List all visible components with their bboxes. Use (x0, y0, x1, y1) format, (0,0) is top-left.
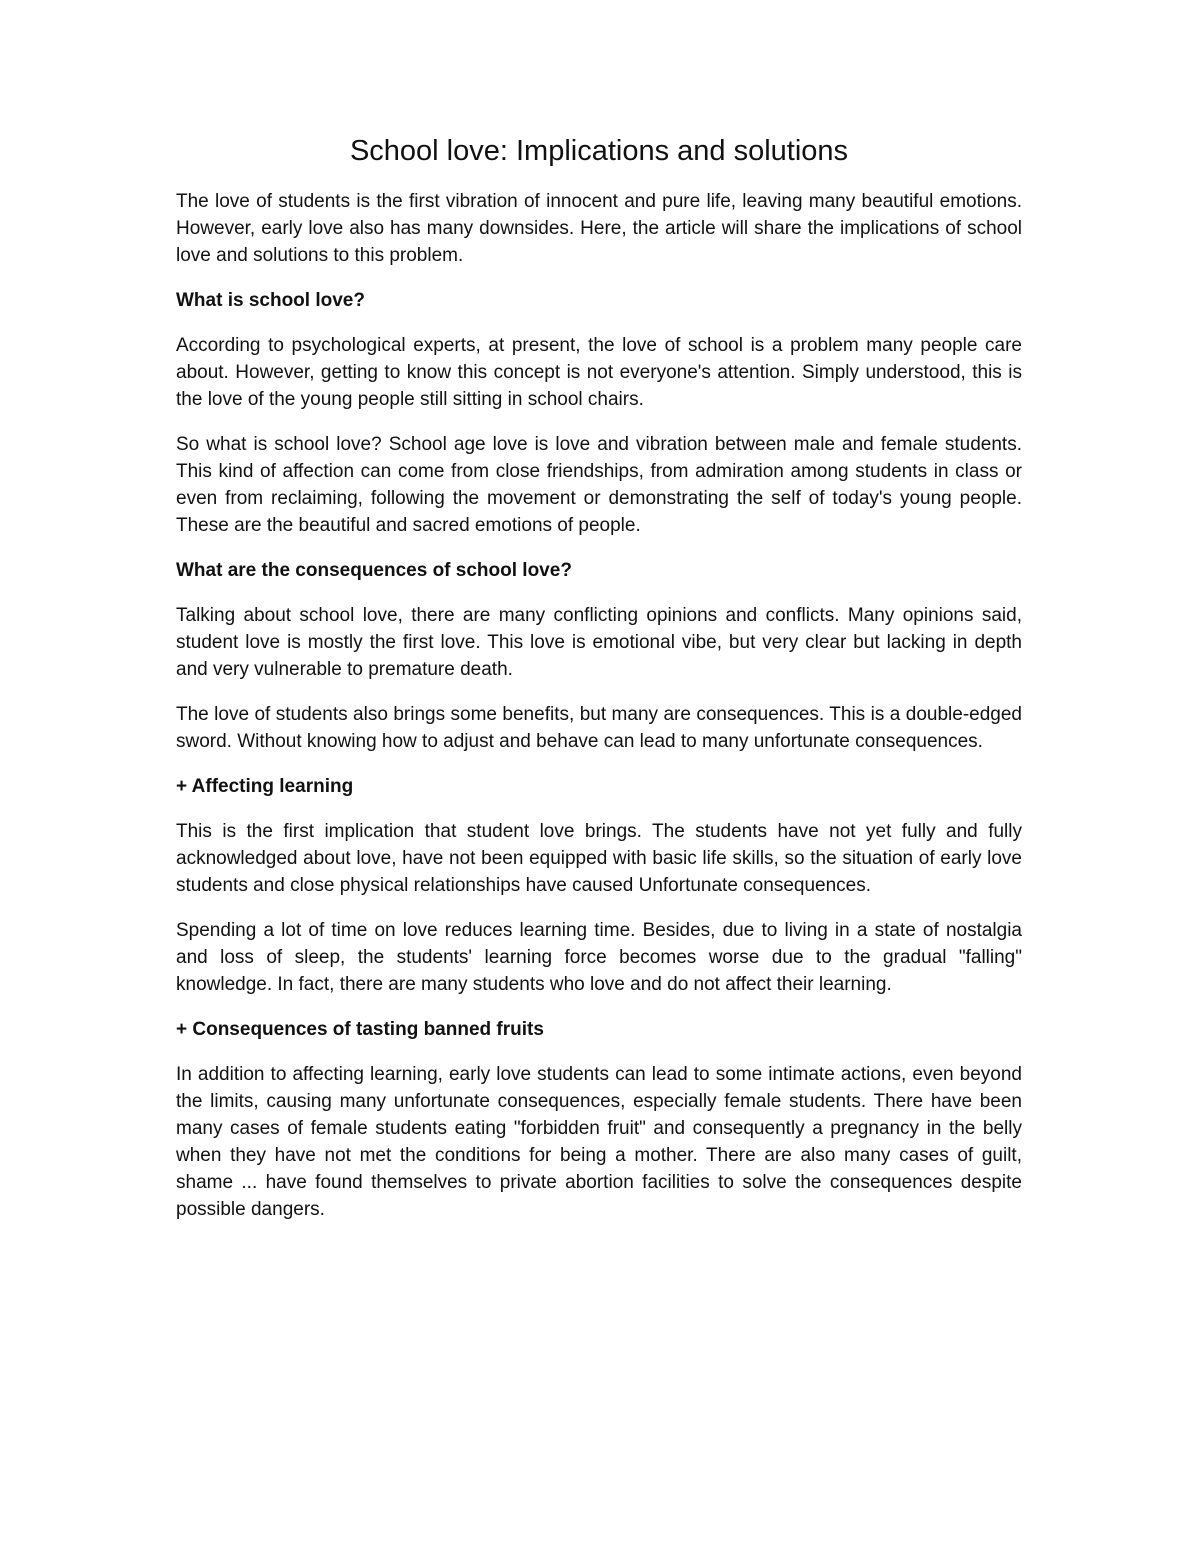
subheading-affecting-learning: + Affecting learning (176, 776, 354, 797)
subheading-banned-fruits: + Consequences of tasting banned fruits (176, 1019, 544, 1040)
document-title: School love: Implications and solutions (349, 135, 849, 167)
paragraph-opinions: Talking about school love, there are many conflicting opinions and conflicts. Many opinions said, student love is mostly the first love. This love is emotional vibe, but very clear but lacking in depth and very vulnerable to premature death. (176, 605, 1022, 680)
paragraph-intimate-actions: In addition to affecting learning, early love students can lead to some intimate actions, even beyond the limits, causing many unfortunate consequences, especially female students. There have been many cases of female students eating "forbidden fruit" and consequently a pregnancy in the belly when they have not met the conditions for being a mother. There are also many cases of guilt, shame ... have found themselves to private abortion facilities to solve the consequences despite possible dangers. (176, 1064, 1022, 1220)
paragraph-learning-time: Spending a lot of time on love reduces learning time. Besides, due to living in a state of nostalgia and loss of sleep, the students' learning force becomes worse due to the gradual "falling" knowledge. In fact, there are many students who love and do not affect their learning. (176, 920, 1022, 995)
paragraph-double-edged: The love of students also brings some benefits, but many are consequences. This is a double-edged sword. Without knowing how to adjust and behave can lead to many unfortunate consequences. (176, 704, 1022, 752)
document-body (176, 132, 1022, 1241)
paragraph-definition: According to psychological experts, at present, the love of school is a problem many people care about. However, getting to know this concept is not everyone's attention. Simply understood, this is the love of the young people still sitting in school chairs. (176, 335, 1022, 410)
section-heading-what-is: What is school love? (176, 290, 365, 311)
paragraph-school-age-love: So what is school love? School age love is love and vibration between male and female students. This kind of affection can come from close friendships, from admiration among students in class or even from reclaiming, following the movement or demonstrating the self of today's young people. These are the beautiful and sacred emotions of people. (176, 434, 1022, 536)
intro-paragraph: The love of students is the first vibration of innocent and pure life, leaving many beautiful emotions. However, early love also has many downsides. Here, the article will share the implications of school love and solutions to this problem. (176, 191, 1022, 266)
section-heading-consequences: What are the consequences of school love? (176, 560, 572, 581)
paragraph-first-implication: This is the first implication that student love brings. The students have not yet fully and fully acknowledged about love, have not been equipped with basic life skills, so the situation of early love students and close physical relationships have caused Unfortunate consequences. (176, 821, 1022, 896)
